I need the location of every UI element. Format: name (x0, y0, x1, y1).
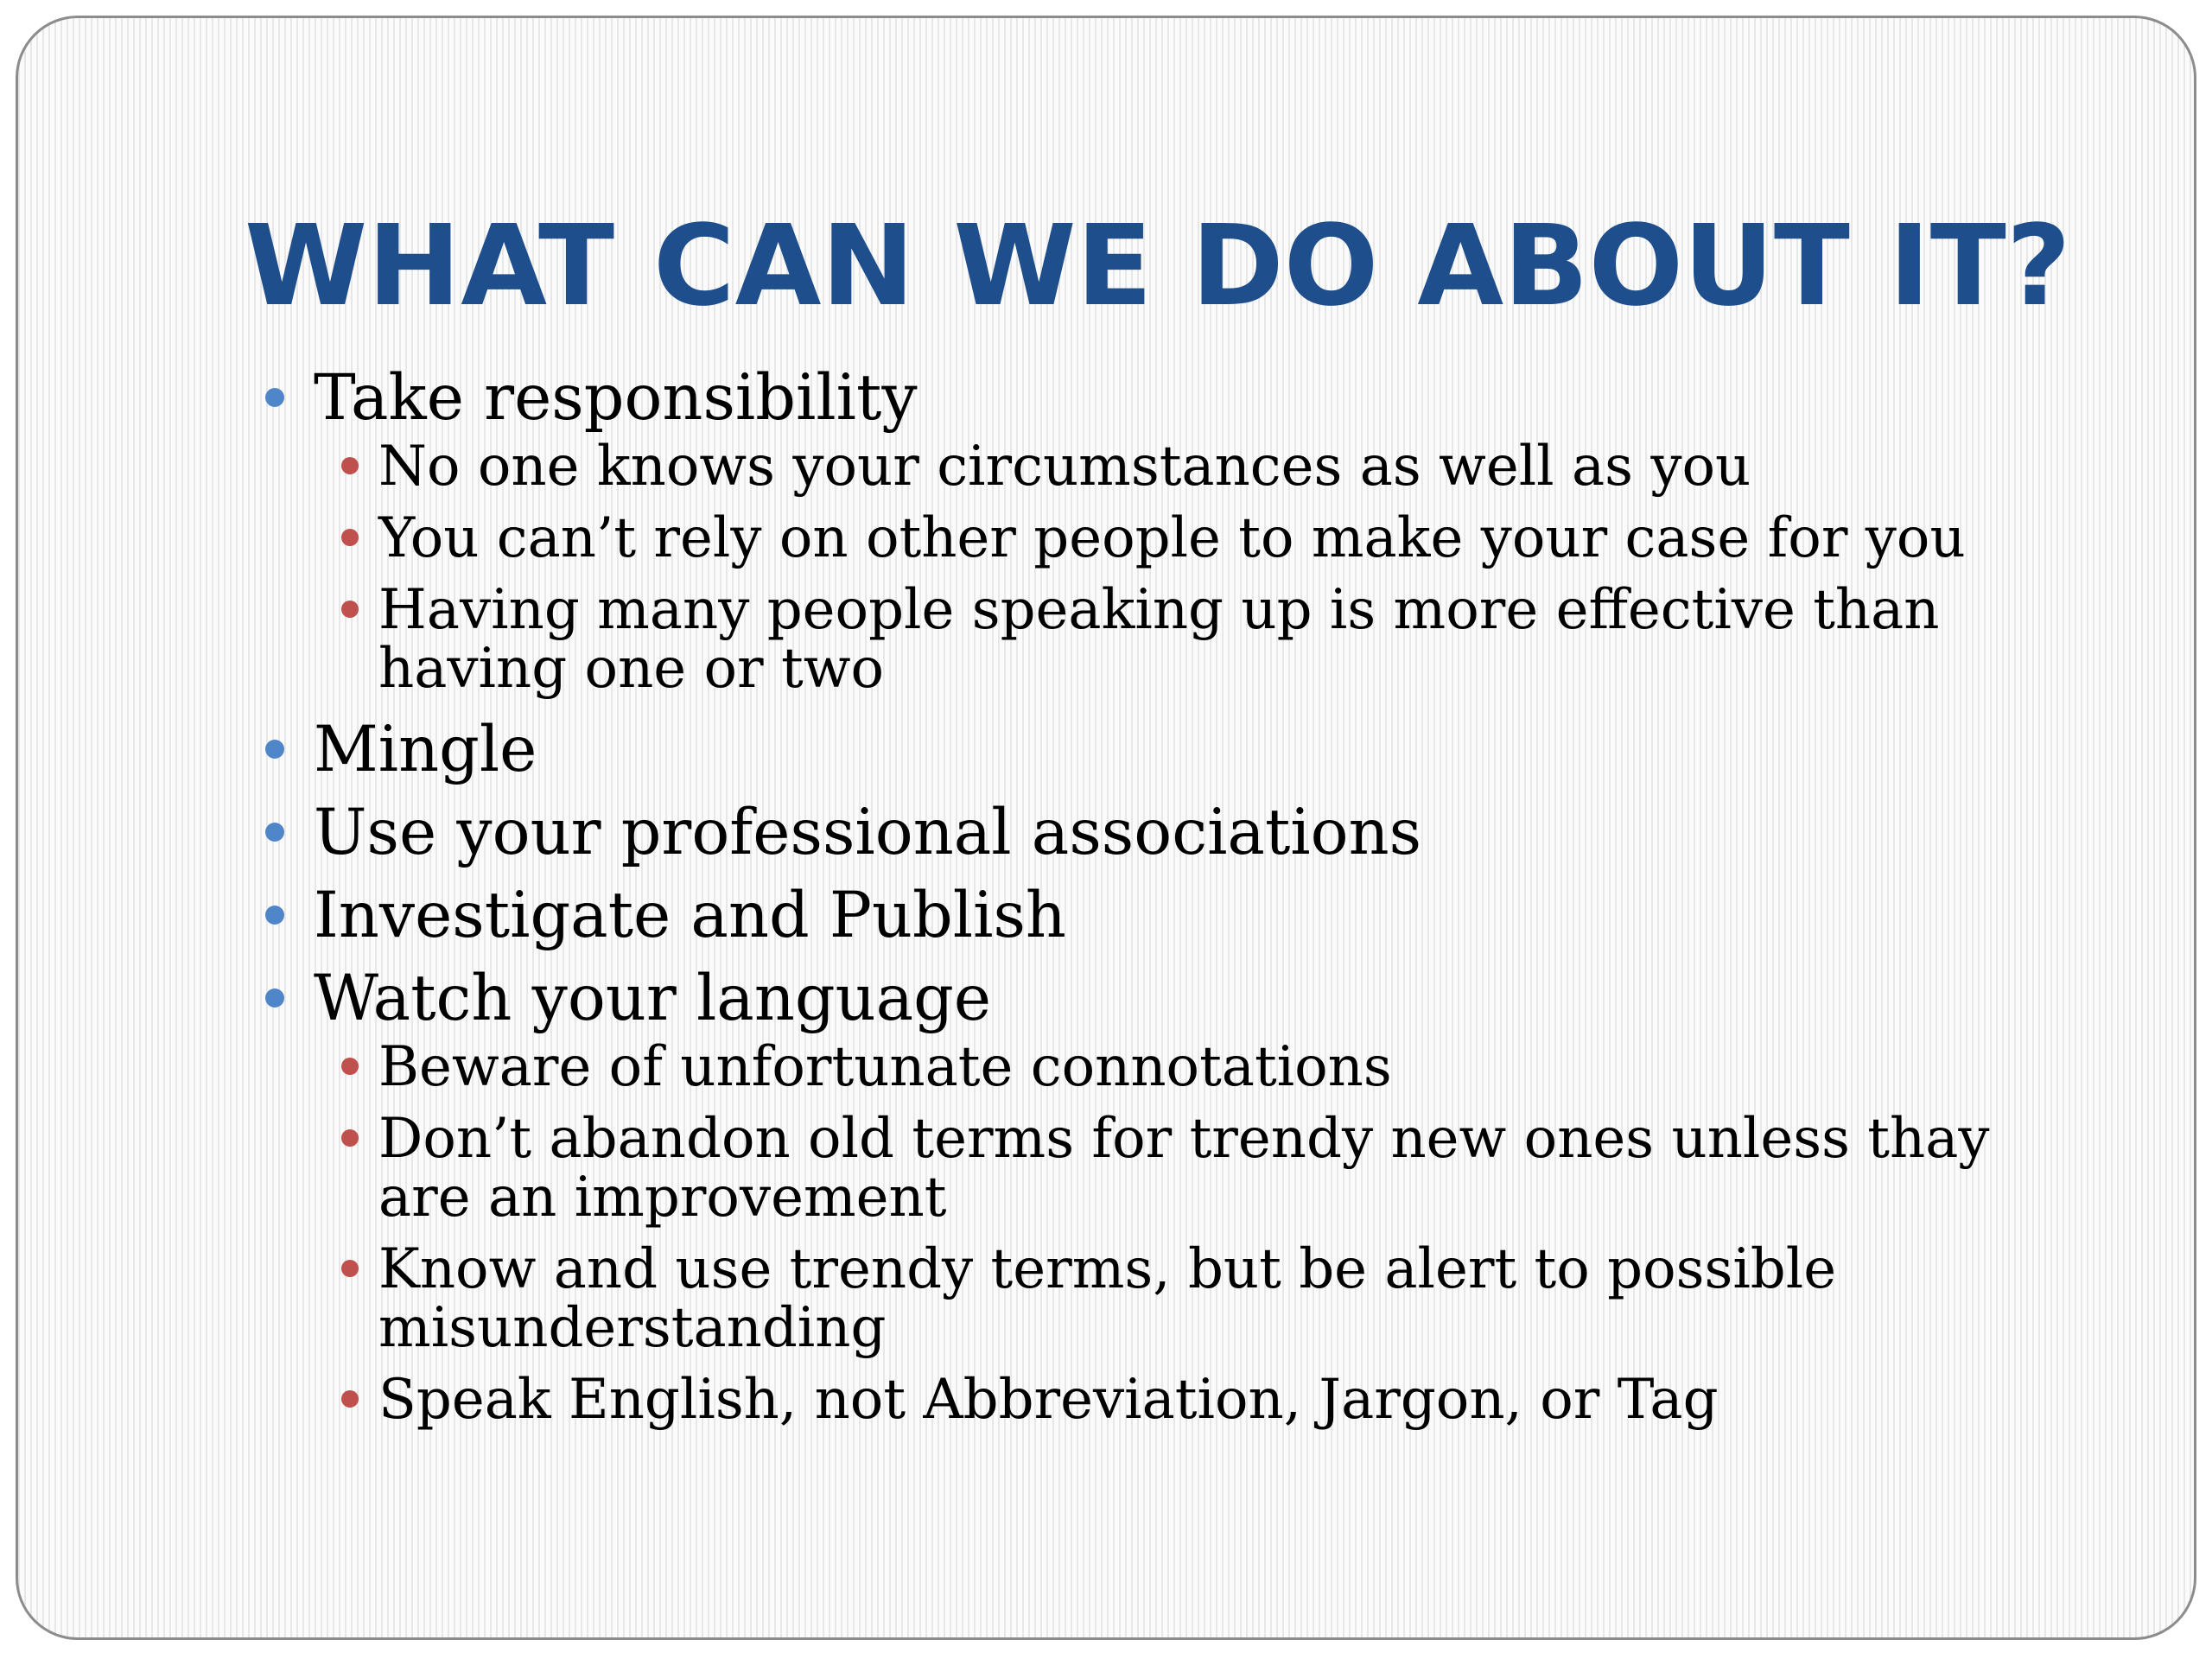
bullet-item (245, 711, 2145, 789)
bullet-text: Investigate and Publish (314, 879, 1066, 952)
sub-bullet-dot-icon (341, 1390, 359, 1408)
bullet-dot-icon (265, 740, 284, 759)
sub-bullet-text: Don’t abandon old terms for trendy new ones unless thay are an improvement (378, 1107, 1990, 1230)
bullet-text: Use your professional associations (314, 796, 1422, 869)
sub-bullet-dot-icon (341, 1260, 359, 1277)
sub-bullet-item (245, 506, 2145, 570)
slide-title: WHAT CAN WE DO ABOUT IT? (245, 201, 2071, 331)
bullet-dot-icon (265, 823, 284, 842)
sub-bullet-list (245, 1035, 2145, 1432)
sub-bullet-item (245, 1368, 2145, 1432)
sub-bullet-text: Know and use trendy terms, but be alert to possible misunderstanding (378, 1237, 1837, 1360)
sub-bullet-dot-icon (341, 1058, 359, 1075)
bullet-text: Watch your language (314, 962, 992, 1035)
bullet-item (245, 794, 2145, 872)
sub-bullet-dot-icon (341, 1129, 359, 1147)
bullet-dot-icon (265, 988, 284, 1007)
bullet-item (245, 359, 2145, 437)
bullet-item (245, 960, 2145, 1038)
bullet-dot-icon (265, 906, 284, 925)
sub-bullet-item (245, 1107, 2145, 1230)
sub-bullet-text: Speak English, not Abbreviation, Jargon, or Tag (378, 1368, 1719, 1432)
sub-bullet-item (245, 435, 2145, 499)
sub-bullet-dot-icon (341, 529, 359, 546)
sub-bullet-item (245, 578, 2145, 701)
sub-bullet-item (245, 1237, 2145, 1360)
sub-bullet-list (245, 435, 2145, 701)
sub-bullet-dot-icon (341, 601, 359, 618)
sub-bullet-text: Having many people speaking up is more effective than having one or two (378, 578, 1940, 701)
slide (16, 16, 2196, 1640)
sub-bullet-dot-icon (341, 457, 359, 474)
sub-bullet-text: No one knows your circumstances as well as you (378, 435, 1751, 499)
bullet-text: Mingle (314, 713, 537, 786)
bullet-dot-icon (265, 388, 284, 407)
sub-bullet-item (245, 1035, 2145, 1099)
sub-bullet-text: Beware of unfortunate connotations (378, 1035, 1392, 1099)
bullet-list (245, 359, 2145, 1442)
bullet-text: Take responsibility (314, 361, 918, 435)
bullet-item (245, 877, 2145, 955)
sub-bullet-text: You can’t rely on other people to make your case for you (378, 506, 1966, 570)
